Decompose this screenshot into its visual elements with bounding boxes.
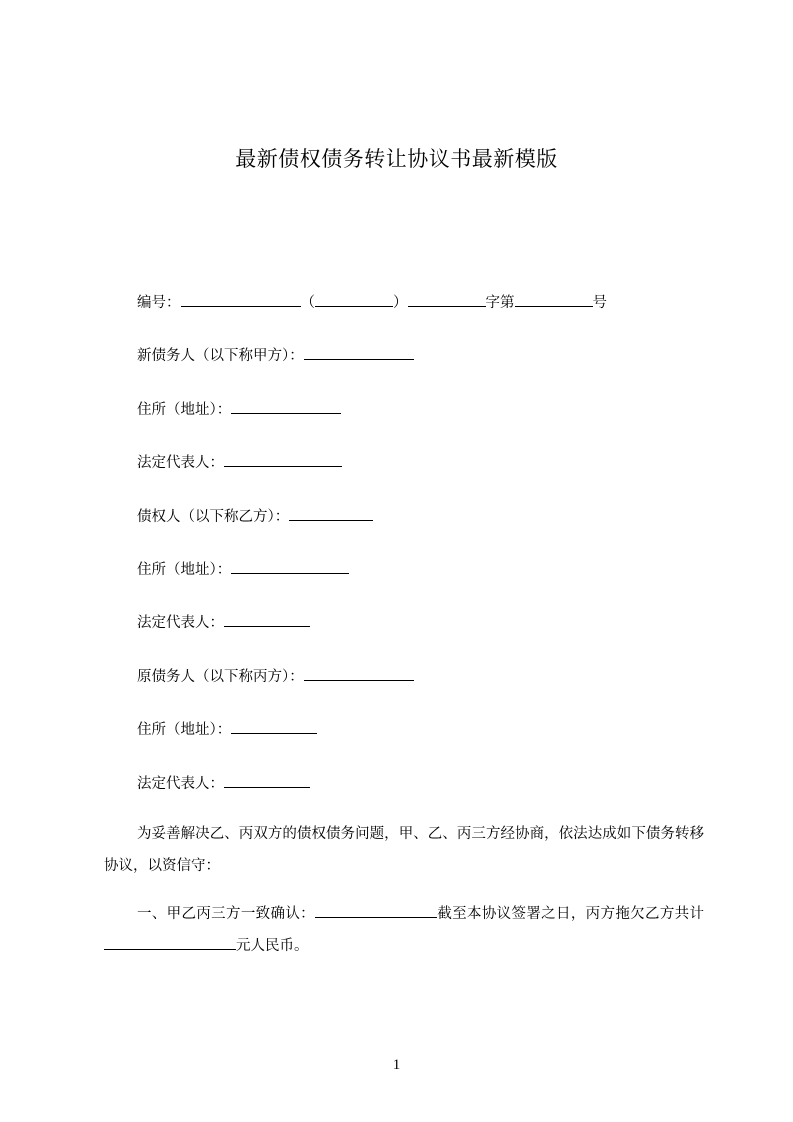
party-c-heading-line — [137, 666, 414, 687]
party-b-heading: 债权人（以下称乙方）： — [137, 509, 290, 525]
party-c-heading: 原债务人（以下称丙方）： — [137, 669, 304, 685]
party-b-address-label: 住所（地址）： — [137, 562, 232, 578]
clause-1-part2: 截至本协议签署之日，丙方拖欠乙方共计 — [437, 906, 704, 922]
party-b-heading-line — [137, 506, 373, 527]
party-b-name-blank[interactable] — [289, 506, 373, 521]
clause-1-part1: 一、甲乙丙三方一致确认： — [137, 906, 315, 922]
number-line — [137, 292, 607, 313]
party-a-address-label: 住所（地址）： — [137, 402, 232, 418]
document-title: 最新债权债务转让协议书最新模版 — [235, 147, 558, 171]
number-blank-1[interactable] — [181, 292, 301, 307]
clause-1-paragraph — [104, 898, 704, 962]
party-a-rep-blank[interactable] — [224, 452, 342, 467]
number-blank-2[interactable] — [315, 292, 393, 307]
party-a-rep-label: 法定代表人： — [137, 455, 224, 471]
hao-label: 号 — [592, 295, 607, 311]
party-c-name-blank[interactable] — [304, 666, 414, 681]
party-b-rep-line — [137, 612, 310, 633]
intro-paragraph: 为妥善解决乙、丙双方的债权债务问题，甲、乙、丙三方经协商，依法达成如下债务转移协议，以资信守： — [104, 826, 704, 874]
party-c-address-blank[interactable] — [231, 719, 317, 734]
clause-1-amount-blank[interactable] — [104, 935, 236, 950]
paren-open: （ — [300, 295, 315, 311]
party-a-rep-line — [137, 452, 342, 473]
party-a-address-blank[interactable] — [231, 399, 341, 414]
number-label: 编号： — [137, 295, 181, 311]
paren-close: ） — [393, 295, 408, 311]
party-b-rep-label: 法定代表人： — [137, 615, 224, 631]
number-blank-4[interactable] — [515, 292, 593, 307]
clause-1-part3: 元人民币。 — [236, 938, 309, 954]
party-c-rep-blank[interactable] — [224, 773, 310, 788]
clause-1-confirm-blank[interactable] — [315, 903, 437, 918]
party-a-heading: 新债务人（以下称甲方）： — [137, 348, 304, 364]
party-b-address-line — [137, 559, 349, 580]
party-a-heading-line — [137, 345, 414, 366]
zi-di-label: 字第 — [485, 295, 515, 311]
party-a-name-blank[interactable] — [304, 345, 414, 360]
party-b-address-blank[interactable] — [231, 559, 349, 574]
party-c-address-label: 住所（地址）： — [137, 722, 232, 738]
party-c-rep-label: 法定代表人： — [137, 776, 224, 792]
party-c-address-line — [137, 719, 317, 740]
party-b-rep-blank[interactable] — [224, 612, 310, 627]
number-blank-3[interactable] — [408, 292, 486, 307]
page-number: 1 — [392, 1057, 401, 1073]
party-c-rep-line — [137, 773, 310, 794]
party-a-address-line — [137, 399, 341, 420]
